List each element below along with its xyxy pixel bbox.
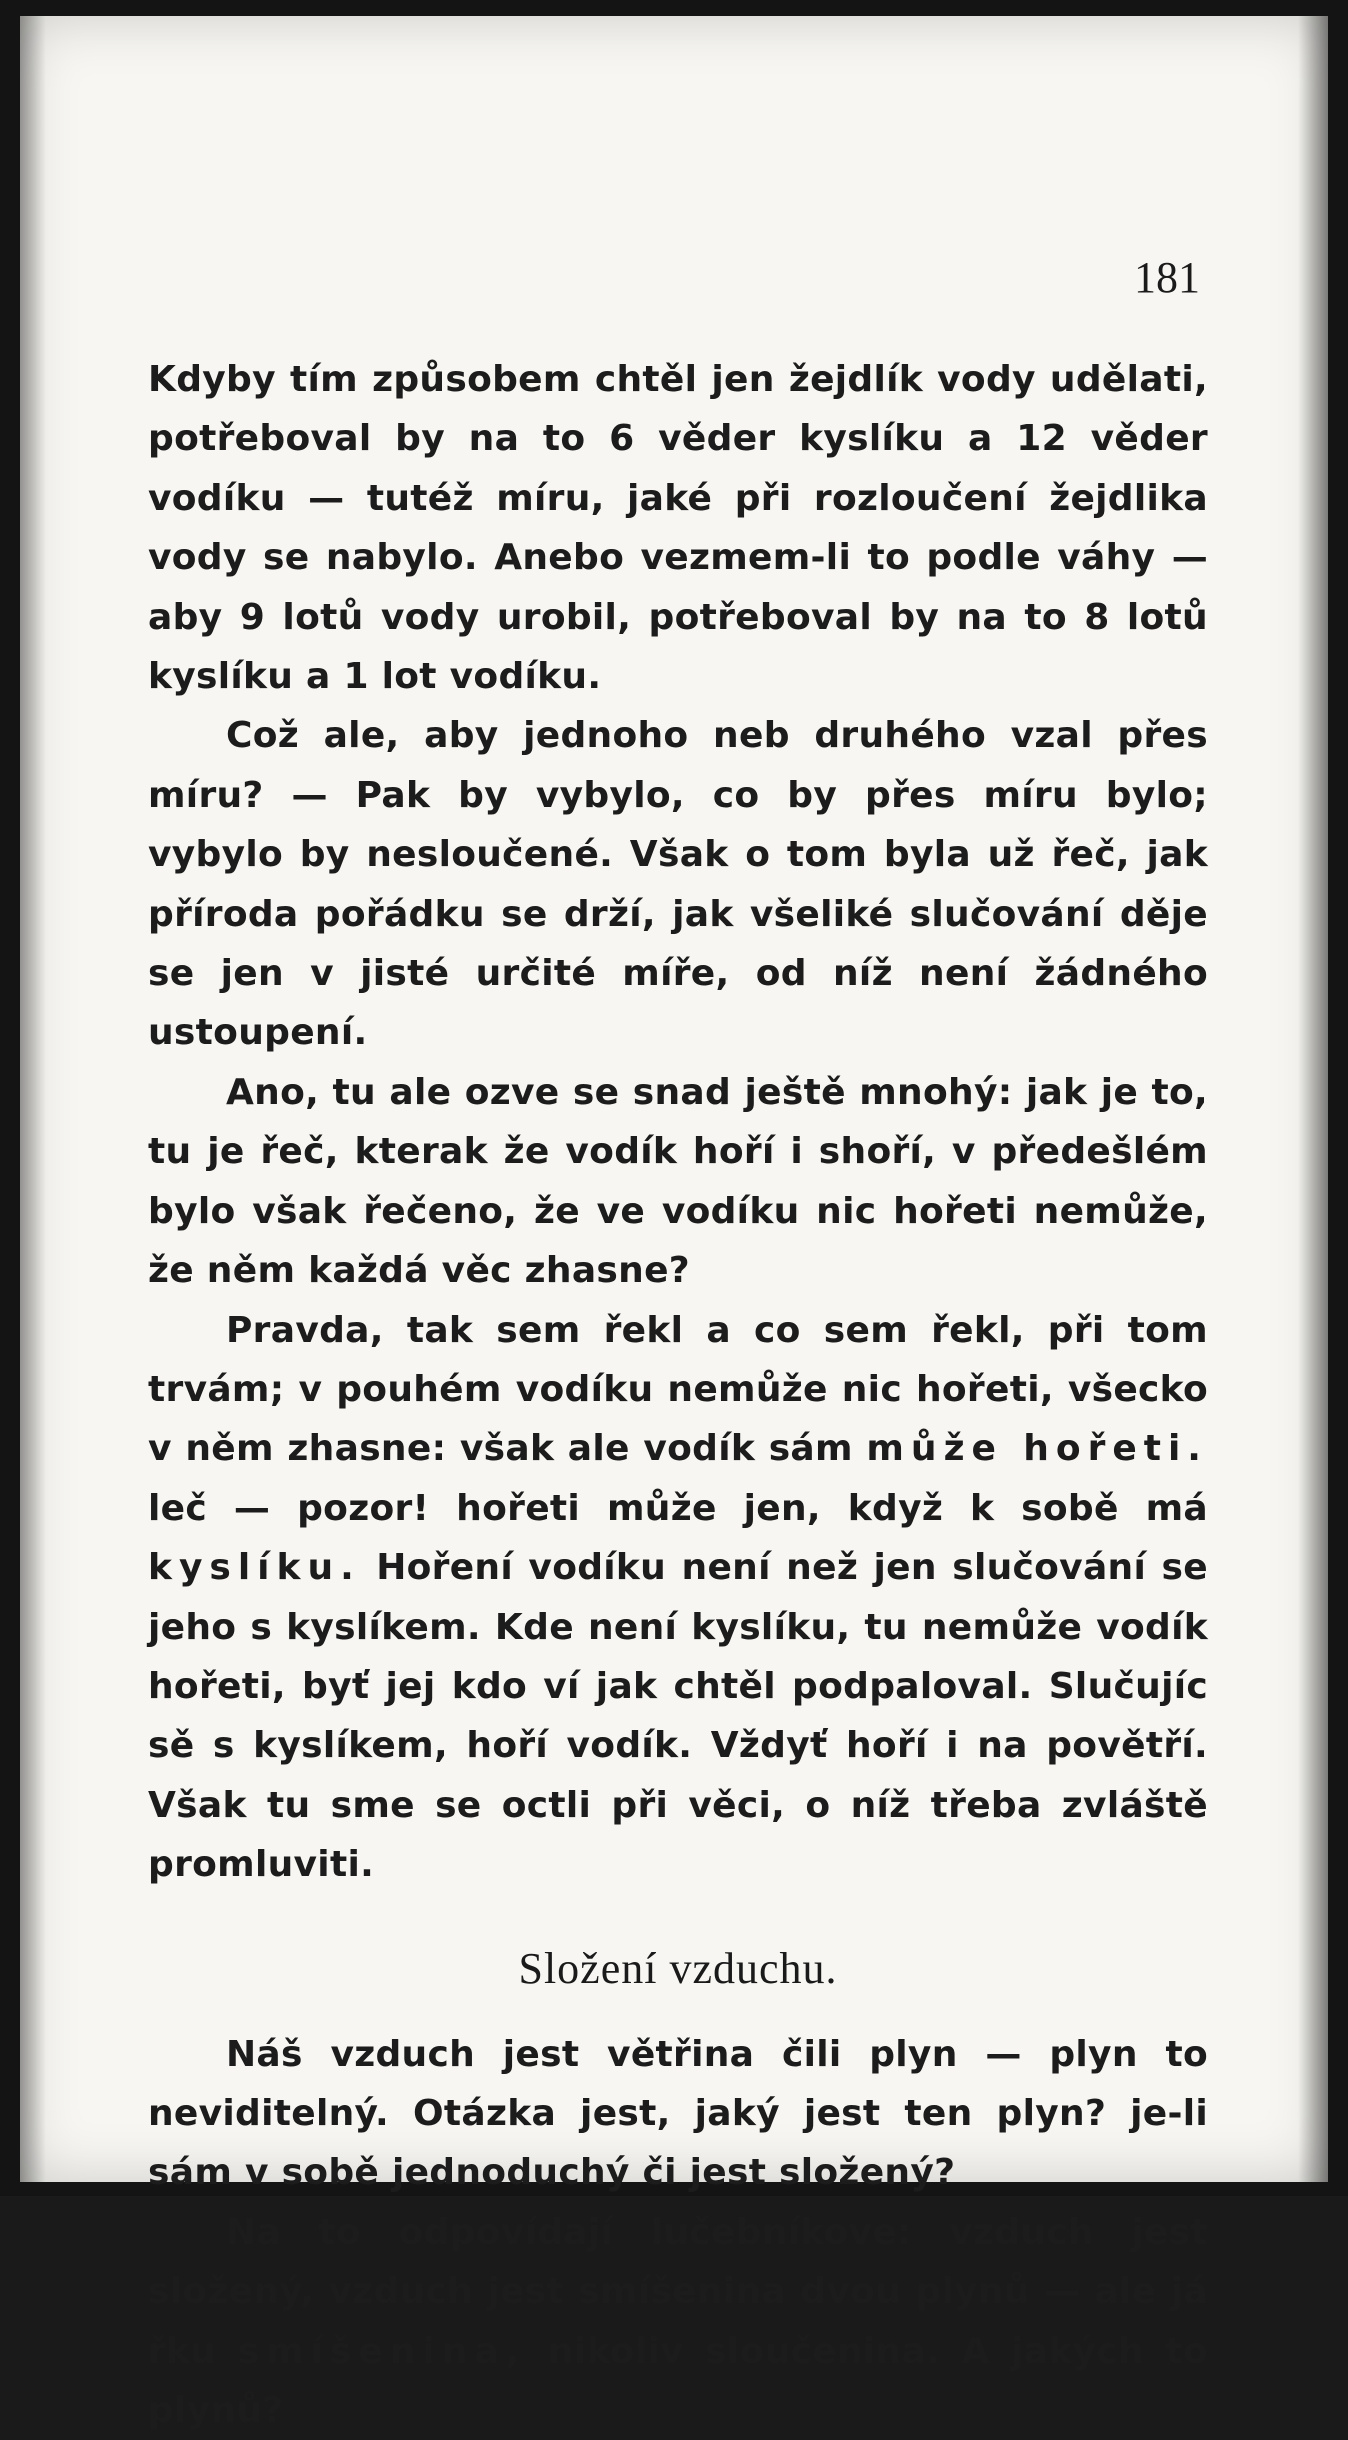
- paragraph-4: [148, 1301, 1208, 1895]
- emphasis-may-burn: může hořeti.: [866, 1428, 1208, 1470]
- paragraph-3: Ano, tu ale ozve se snad ještě mnohý: jak je to, tu je řeč, kterak že vodík hoří i shoří, v předešlém bylo však řečeno, že ve vodíku nic hořeti nemůže, že něm každá věc zhasne?: [148, 1071, 1208, 1292]
- paragraph-1: Kdyby tím způsobem chtěl jen žejdlík vody udělati, potřeboval by na to 6 věder kyslíku a 12 věder vodíku — tutéž míru, jaké při rozloučení žejdlika vody se nabylo. Anebo vezmem-li to podle váhy — aby 9 lotů vody urobil, potřeboval by na to 8 lotů kyslíku a 1 lot vodíku.: [148, 359, 1208, 698]
- emphasis-oxygen: kyslíku.: [148, 1547, 361, 1589]
- section-heading: Složení vzduchu.: [518, 1943, 838, 1993]
- paragraph-4-text-a: Pravda, tak sem řekl a co sem řekl, při tom trvám; v pouhém vodíku nemůže nic hořeti, všecko v něm zhasne: však ale vodík sám: [148, 1309, 1208, 1470]
- paragraph-6: [148, 2203, 1208, 2440]
- body-text: [148, 350, 1208, 2440]
- paragraph-6-text-b: nikoliv sloučenina. A jakých to plynů?: [148, 2330, 1209, 2431]
- emphasis-mixture: smíšenina,: [237, 2330, 527, 2372]
- paragraph-6-text-a: Na to odpovídají lučebníkove: vzduch jest složený, vzduch jest smíšenina dvou plynů — ale já řku: [148, 2211, 1208, 2372]
- paragraph-4-text-b: leč — pozor! hořeti může jen, když k sobě má: [148, 1487, 1208, 1529]
- page-number: 181: [1134, 253, 1200, 302]
- book-page: [20, 16, 1328, 2431]
- paragraph-4-text-c: Hoření vodíku není než jen slučování se jeho s kyslíkem. Kde není kyslíku, tu nemůže vodík hořeti, byť jej kdo ví jak chtěl podpaloval. Slučujíc sě s kyslíkem, hoří vodík. Vždyť hoří i na povětří. Však tu sme se octli při věci, o níž třeba zvláště promluviti.: [148, 1547, 1208, 1886]
- paragraph-5: Náš vzduch jest větřina čili plyn — plyn to neviditelný. Otázka jest, jaký jest ten plyn? je-li sám v sobě jednoduchý či jest složený?: [148, 2033, 1208, 2194]
- paragraph-2: Což ale, aby jednoho neb druhého vzal přes míru? — Pak by vybylo, co by přes míru bylo; vybylo by nesloučené. Však o tom byla už řeč, jak příroda pořádku se drží, jak všeliké slučování děje se jen v jisté určité míře, od níž není žádného ustoupení.: [148, 715, 1208, 1054]
